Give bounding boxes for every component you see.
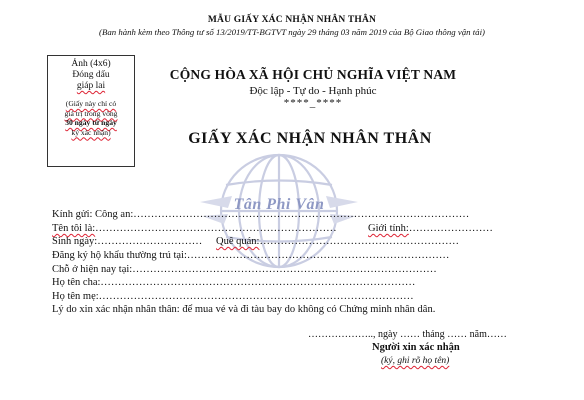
photo-size-label: Ảnh (4x6) — [71, 59, 111, 69]
form-title: MẪU GIẤY XÁC NHẬN NHÂN THÂN — [207, 15, 377, 25]
document-title: GIẤY XÁC NHẬN NHÂN THÂN — [188, 130, 432, 147]
recipient-dots: …………………………………………………………………………………… — [133, 209, 470, 220]
name-dots: …………………………………………………………… — [95, 223, 337, 234]
name-label: Tên tôi là: — [52, 223, 96, 234]
gender-dots: …………………… — [408, 223, 493, 234]
reason-text: Lý do xin xác nhận nhân thân: để mua vé và đi tàu bay do không có Chứng minh nhân dân. — [52, 304, 436, 315]
hometown-dots: ………………………………………………… — [259, 236, 459, 247]
dob-dots: ………………………… — [97, 236, 203, 247]
current-address-label: Chỗ ở hiện nay tại: — [52, 264, 133, 275]
signature-instruction: (ký, ghi rõ họ tên) — [381, 356, 450, 366]
dob-field — [52, 236, 202, 247]
issued-by-note: (Ban hành kèm theo Thông tư số 13/2019/TT-BGTVT ngày 29 tháng 03 năm 2019 của Bộ Giao thông vận tải) — [99, 27, 485, 37]
father-name-dots: ……………………………………………………………………………… — [100, 277, 416, 288]
applicant-signature-title: Người xin xác nhận — [372, 342, 460, 353]
recipient-label: Kính gửi: Công an: — [52, 209, 134, 220]
gender-field — [368, 223, 493, 234]
validity-note-line-1: (Giấy này chỉ có — [65, 99, 117, 108]
gender-label: Giới tính: — [368, 223, 409, 234]
recipient-field — [52, 209, 469, 220]
father-name-label: Họ tên cha: — [52, 277, 101, 288]
validity-note-line-2: giá trị trong vòng — [64, 108, 118, 118]
hometown-field — [216, 236, 459, 247]
mother-name-field — [52, 291, 414, 302]
mother-name-label: Họ tên mẹ: — [52, 291, 99, 302]
motto-separator: ****_**** — [283, 97, 343, 109]
national-motto: Độc lập - Tự do - Hạnh phúc — [249, 85, 377, 97]
name-field — [52, 223, 337, 234]
validity-note-line-4: ký xác nhận) — [71, 127, 111, 137]
residence-dots: ………………………………………………………………… — [186, 250, 450, 261]
father-name-field — [52, 277, 415, 288]
watermark-text: Tân Phi Vân — [233, 196, 325, 213]
stamp-label: Đóng dấu — [72, 70, 110, 80]
validity-note-line-3: 30 ngày từ ngày — [65, 118, 117, 127]
residence-field — [52, 250, 449, 261]
current-address-dots: …………………………………………………………………………… — [132, 264, 437, 275]
seal-overlap-label: giáp lai — [76, 81, 106, 91]
hometown-label: Quê quán: — [216, 236, 260, 247]
residence-label: Đăng ký hộ khẩu thường trú tại: — [52, 250, 187, 261]
current-address-field — [52, 264, 437, 275]
photo-placeholder-box — [47, 55, 135, 167]
dob-label: Sinh ngày: — [52, 236, 98, 247]
mother-name-dots: ……………………………………………………………………………… — [98, 291, 414, 302]
country-name: CỘNG HÒA XÃ HỘI CHỦ NGHĨA VIỆT NAM — [169, 67, 457, 82]
signature-date-line: ……………….., ngày …… tháng …… năm…… — [308, 329, 507, 340]
